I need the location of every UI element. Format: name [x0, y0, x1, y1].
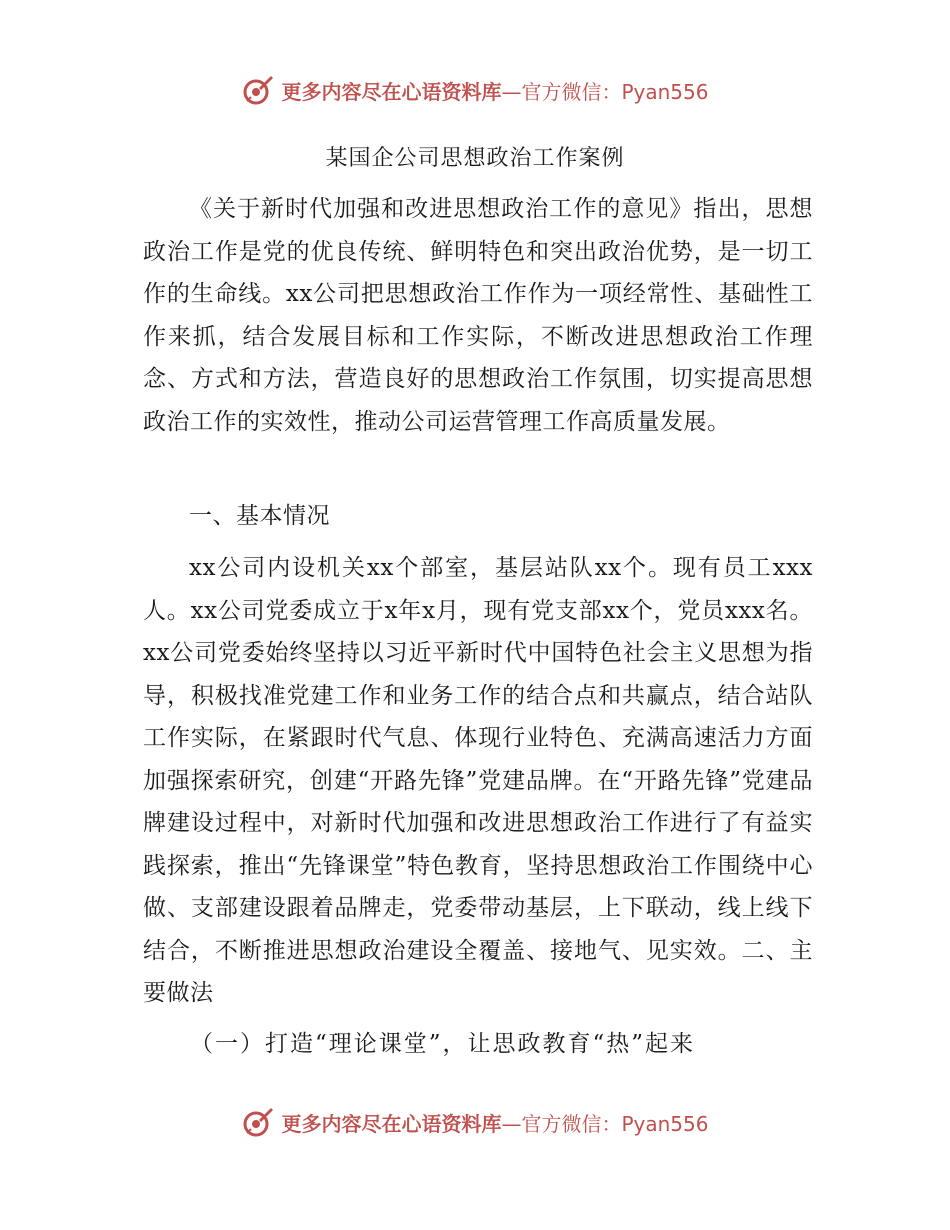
- pen-logo-icon: [241, 73, 275, 107]
- watermark-highlight: 更多内容尽在心语资料库: [281, 1111, 502, 1136]
- watermark-text: [281, 1108, 708, 1137]
- pen-logo-icon: [241, 1105, 275, 1139]
- section-heading-basic-situation: 一、基本情况: [189, 503, 330, 529]
- footer-watermark: [0, 1102, 950, 1142]
- header-watermark: [0, 70, 950, 110]
- watermark-contact: —官方微信：Pyan556: [501, 79, 709, 104]
- watermark-highlight: 更多内容尽在心语资料库: [281, 79, 502, 104]
- watermark-contact: —官方微信：Pyan556: [501, 1111, 709, 1136]
- watermark-text: [281, 76, 708, 105]
- basic-situation-paragraph: xx公司内设机关xx个部室，基层站队xx个。现有员工xxx人。xx公司党委成立于x年x月，现有党支部xx个，党员xxx名。xx公司党委始终坚持以习近平新时代中国特色社会主义思想为指导，积极找准党建工作和业务工作的结合点和共赢点，结合站队工作实际，在紧跟时代气息、体现行业特色、充满高速活力方面加强探索研究，创建“开路先锋”党建品牌。在“开路先锋”党建品牌建设过程中，对新时代加强和改进思想政治工作进行了有益实践探索，推出“先锋课堂”特色教育，坚持思想政治工作围绕中心做、支部建设跟着品牌走，党委带动基层，上下联动，线上线下结合，不断推进思想政治建设全覆盖、接地气、见实效。二、主要做法: [143, 555, 813, 1006]
- subsection-heading-theory-classroom: （一）打造“理论课堂”，让思政教育“热”起来: [190, 1031, 696, 1057]
- document-title: 某国企公司思想政治工作案例: [325, 146, 625, 171]
- intro-paragraph: 《关于新时代加强和改进思想政治工作的意见》指出，思想政治工作是党的优良传统、鲜明特色和突出政治优势，是一切工作的生命线。xx公司把思想政治工作作为一项经常性、基础性工作来抓，结合发展目标和工作实际，不断改进思想政治工作理念、方式和方法，营造良好的思想政治工作氛围，切实提高思想政治工作的实效性，推动公司运营管理工作高质量发展。: [143, 196, 813, 435]
